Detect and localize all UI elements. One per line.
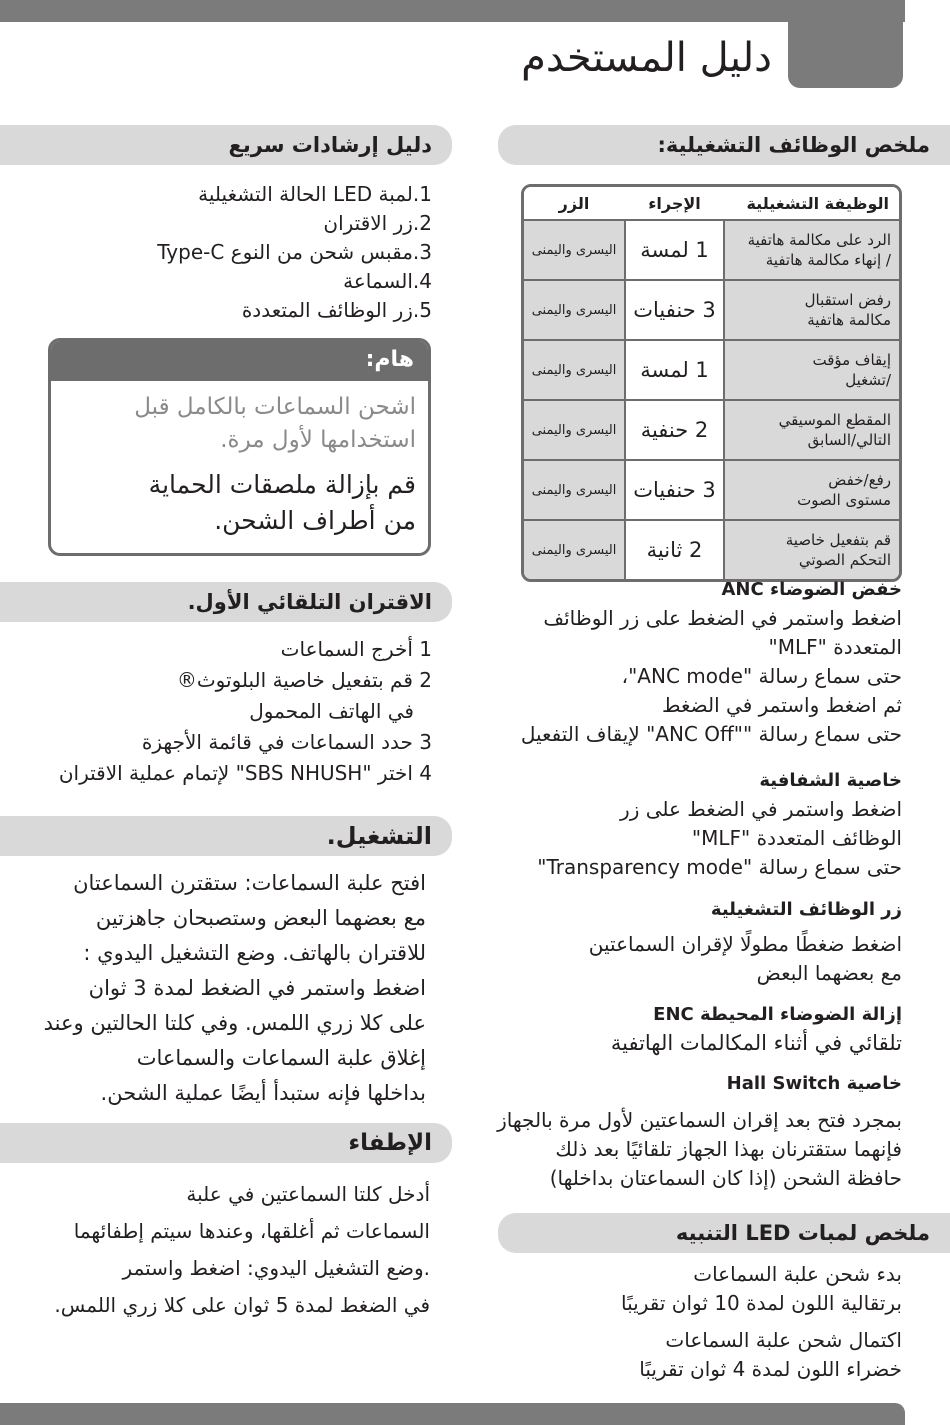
column-header: الإجراء [624, 187, 725, 221]
enc-section: إزالة الضوضاء المحيطة ENC تلقائي في أثناء المكالمات الهاتفية [611, 1001, 902, 1058]
operation-header: التشغيل. [0, 816, 452, 856]
list-item: 5.زر الوظائف المتعددة [241, 298, 432, 322]
bottom-bar [0, 1403, 905, 1425]
mlf-section: زر الوظائف التشغيلية اضغط ضغطًا مطولًا لإقران السماعتين مع بعضهما البعض [589, 896, 902, 988]
pairing-header: الاقتران التلقائي الأول. [0, 582, 452, 622]
function-cell: قم بتفعيل خاصية التحكم الصوتي [725, 521, 899, 579]
quick-guide-list [157, 180, 432, 325]
function-cell: رفع/خفض مستوى الصوت [725, 461, 899, 521]
hall-section: خاصية Hall Switch بمجرد فتح بعد إقران السماعتين لأول مرة بالجهاز فإنهما ستقترنان بهذا الجهاز تلقائيًا بعد ذلك حافظة الشحن (إذا كان السماعتان بداخلها) [497, 1070, 902, 1193]
button-cell: اليسرى واليمنى [524, 461, 624, 521]
button-cell: اليسرى واليمنى [524, 401, 624, 461]
power-off-text: أدخل كلتا السماعتين في علبة السماعات ثم أغلقها، وعندها سيتم إطفائهما .وضع التشغيل اليدوي: اضغط واستمر في الضغط لمدة 5 ثوان على كلا زري اللمس. [54, 1182, 430, 1317]
button-cell: اليسرى واليمنى [524, 521, 624, 579]
enc-title: إزالة الضوضاء المحيطة ENC [653, 1004, 902, 1025]
title-tab [788, 0, 903, 88]
table-header-row [524, 187, 899, 221]
anc-section: خفض الضوضاء ANC اضغط واستمر في الضغط على زر الوظائف المتعددة "MLF" حتى سماع رسالة "ANC mode"، ثم اضغط واستمر في الضغط حتى سماع رسالة ""ANC Off" لإيقاف التفعيل [521, 576, 902, 749]
function-cell: رفض استقبال مكالمة هاتفية [725, 281, 899, 341]
button-cell: اليسرى واليمنى [524, 221, 624, 281]
pairing-list [59, 634, 432, 789]
hall-title: خاصية Hall Switch [726, 1073, 902, 1094]
important-warning: قم بإزالة ملصقات الحماية من أطراف الشحن. [148, 470, 416, 535]
action-cell: 1 لمسة [624, 221, 725, 281]
led-header: ملخص لمبات LED التنبيه [498, 1213, 950, 1253]
list-item: 1 أخرج السماعات [280, 637, 432, 661]
list-item: 2 قم بتفعيل خاصية البلوتوث® [176, 668, 432, 692]
functions-table [521, 184, 902, 582]
column-header: الزر [524, 187, 624, 221]
led-charging: بدء شحن علبة السماعات برتقالية اللون لمدة 10 ثوان تقريبًا [621, 1262, 902, 1315]
quick-guide-header: دليل إرشادات سريع [0, 125, 452, 165]
function-cell: المقطع الموسيقي التالي/السابق [725, 401, 899, 461]
action-cell: 3 حنفيات [624, 281, 725, 341]
action-cell: 3 حنفيات [624, 461, 725, 521]
action-cell: 2 ثانية [624, 521, 725, 579]
button-cell: اليسرى واليمنى [524, 281, 624, 341]
important-box [48, 338, 431, 556]
mlf-title: زر الوظائف التشغيلية [710, 899, 902, 920]
table-row [524, 281, 899, 341]
page-title: دليل المستخدم [521, 35, 772, 81]
table-row [524, 221, 899, 281]
list-item: 4 اختر "SBS NHUSH" لإتمام عملية الاقتران [58, 761, 432, 785]
action-cell: 1 لمسة [624, 341, 725, 401]
table-row [524, 401, 899, 461]
top-bar [0, 0, 905, 22]
list-item: 4.السماعة [343, 269, 432, 293]
column-header: الوظيفة التشغيلية [725, 187, 899, 221]
list-item: في الهاتف المحمول [249, 699, 414, 723]
function-cell: إيقاف مؤقت /تشغيل [725, 341, 899, 401]
led-charged: اكتمال شحن علبة السماعات خضراء اللون لمدة 4 ثوان تقريبًا [639, 1328, 902, 1381]
function-cell: الرد على مكالمة هاتفية / إنهاء مكالمة هاتفية [725, 221, 899, 281]
list-item: 3 حدد السماعات في قائمة الأجهزة [141, 730, 432, 754]
power-off-header: الإطفاء [0, 1123, 452, 1163]
button-cell: اليسرى واليمنى [524, 341, 624, 401]
important-note: اشحن السماعات بالكامل قبل استخدامها لأول مرة. [134, 394, 416, 453]
transparency-section: خاصية الشفافية اضغط واستمر في الضغط على زر الوظائف المتعددة "MLF" حتى سماع رسالة "Transparency mode" [537, 767, 902, 882]
table-row [524, 461, 899, 521]
list-item: 2.زر الاقتران [323, 211, 432, 235]
action-cell: 2 حنفية [624, 401, 725, 461]
table-row [524, 521, 899, 579]
table-row [524, 341, 899, 401]
important-header: هام: [51, 341, 428, 381]
operation-text: افتح علبة السماعات: ستقترن السماعتان مع بعضهما البعض وستصبحان جاهزتين للاقتران بالهاتف. وضع التشغيل اليدوي : اضغط واستمر في الضغط لمدة 3 ثوان على كلا زري اللمس. وفي كلتا الحالتين وعند إغلاق علبة السماعات والسماعات بداخلها فإنه ستبدأ أيضًا عملية الشحن. [43, 871, 426, 1105]
anc-title: خفض الضوضاء ANC [721, 579, 902, 600]
transparency-title: خاصية الشفافية [759, 770, 902, 791]
list-item: 3.مقبس شحن من النوع Type-C [157, 240, 432, 264]
summary-header: ملخص الوظائف التشغيلية: [498, 125, 950, 165]
list-item: 1.لمبة LED الحالة التشغيلية [198, 182, 432, 206]
